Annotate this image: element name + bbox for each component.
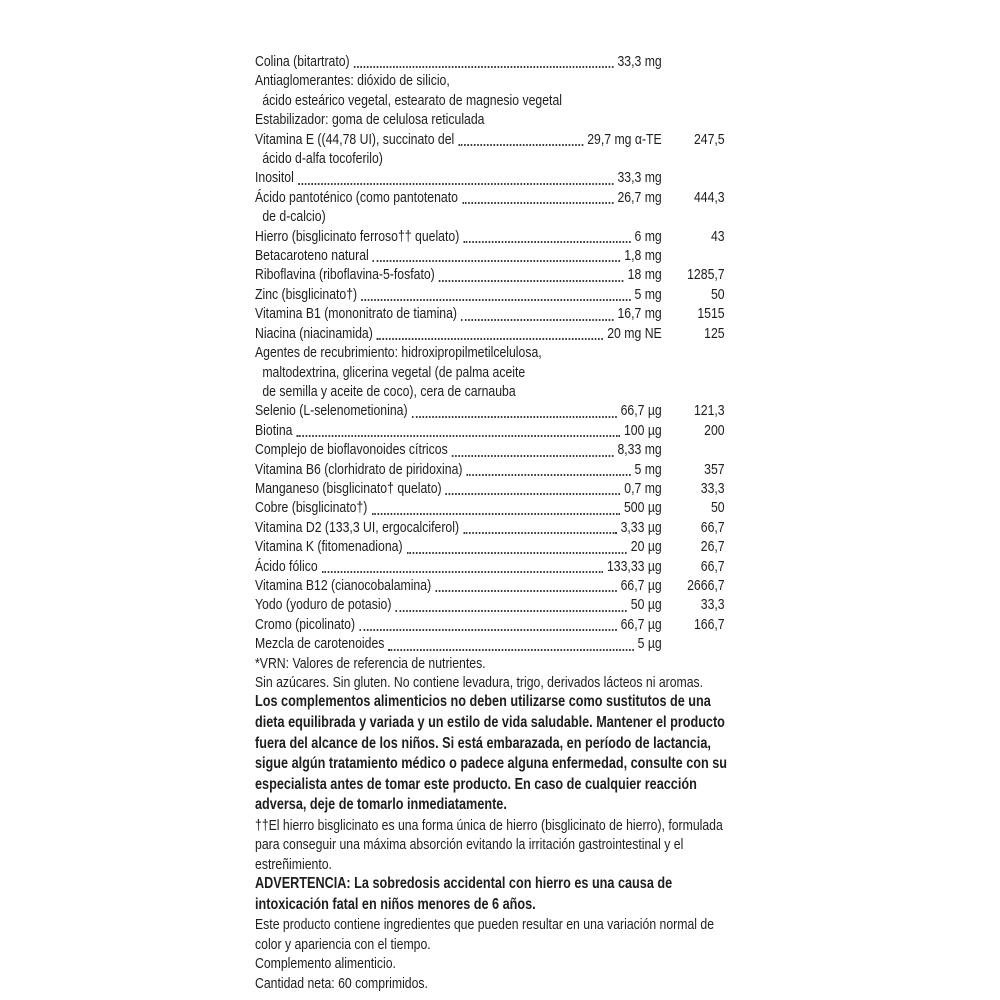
nutrient-vrn-percent: 121,3 bbox=[693, 402, 725, 420]
nutrient-row bbox=[255, 557, 745, 576]
nutrient-row bbox=[255, 265, 745, 284]
nutrient-row bbox=[255, 537, 745, 556]
nutrient-row bbox=[255, 285, 745, 304]
leader-dots bbox=[297, 435, 620, 437]
nutrient-name: Niacina (niacinamida) bbox=[255, 324, 373, 342]
ingredient-text-line: ácido d-alfa tocoferilo) bbox=[262, 150, 383, 168]
nutrient-amount: 5 µg bbox=[637, 635, 662, 653]
ingredient-text-line: Antiaglomerantes: dióxido de silicio, bbox=[255, 72, 450, 90]
leader-dots bbox=[373, 260, 620, 262]
footnote-paragraph: Sin azúcares. Sin gluten. No contiene levadura, trigo, derivados lácteos ni aromas. bbox=[255, 674, 704, 691]
leader-dots bbox=[452, 455, 614, 457]
nutrient-row bbox=[255, 324, 745, 343]
nutrient-amount: 20 µg bbox=[630, 538, 662, 556]
nutrient-amount: 50 µg bbox=[630, 596, 662, 614]
leader-dots bbox=[354, 66, 614, 68]
nutrient-row bbox=[255, 304, 745, 323]
nutrient-vrn-percent: 50 bbox=[710, 499, 725, 517]
nutrient-amount: 3,33 µg bbox=[620, 518, 662, 536]
nutrient-name: Selenio (L-selenometionina) bbox=[255, 402, 408, 420]
leader-dots bbox=[377, 338, 603, 340]
nutrient-amount: 133,33 µg bbox=[606, 557, 662, 575]
nutrient-amount: 66,7 µg bbox=[620, 402, 662, 420]
leader-dots bbox=[446, 493, 620, 495]
footnote-paragraph: Complemento alimenticio. bbox=[255, 955, 396, 973]
leader-dots bbox=[371, 513, 619, 515]
nutrient-row bbox=[255, 576, 745, 595]
leader-dots bbox=[396, 610, 627, 612]
leader-dots bbox=[458, 144, 583, 146]
nutrient-amount: 33,3 mg bbox=[617, 169, 662, 187]
nutrient-name: Mezcla de carotenoides bbox=[255, 635, 385, 653]
leader-dots bbox=[461, 319, 613, 321]
nutrient-amount: 5 mg bbox=[634, 285, 662, 303]
footnote-paragraph: *VRN: Valores de referencia de nutrientes. bbox=[255, 654, 486, 672]
leader-dots bbox=[467, 474, 631, 476]
leader-dots bbox=[462, 202, 613, 204]
nutrient-name: Complejo de bioflavonoides cítricos bbox=[255, 441, 448, 459]
nutrient-name: Vitamina B6 (clorhidrato de piridoxina) bbox=[255, 460, 463, 478]
ingredient-text-line: de d-calcio) bbox=[262, 208, 326, 226]
footnote-paragraph: Este producto contiene ingredientes que pueden resultar en una variación normal de color y apariencia con el tiempo. bbox=[255, 916, 715, 953]
nutrient-name: Vitamina D2 (133,3 UI, ergocalciferol) bbox=[255, 518, 460, 536]
nutrient-row bbox=[255, 52, 745, 71]
ingredient-text-line: maltodextrina, glicerina vegetal (de palma aceite bbox=[262, 363, 526, 381]
nutrient-name: Riboflavina (riboflavina-5-fosfato) bbox=[255, 266, 435, 284]
nutrient-row bbox=[255, 634, 745, 653]
nutrient-vrn-percent: 125 bbox=[704, 324, 725, 342]
nutrient-name: Zinc (bisglicinato†) bbox=[255, 285, 358, 303]
nutrient-vrn-percent: 166,7 bbox=[693, 615, 725, 633]
nutrient-row bbox=[255, 401, 745, 420]
nutrient-name: Vitamina B1 (mononitrato de tiamina) bbox=[255, 305, 458, 323]
nutrient-name: Cromo (picolinato) bbox=[255, 615, 356, 633]
footnote-paragraph: Cantidad neta: 60 comprimidos. bbox=[255, 974, 428, 992]
nutrient-amount: 26,7 mg bbox=[617, 188, 662, 206]
leader-dots bbox=[412, 416, 617, 418]
nutrient-vrn-percent: 66,7 bbox=[700, 557, 725, 575]
nutrient-amount: 20 mg NE bbox=[607, 324, 662, 342]
nutrient-vrn-percent: 26,7 bbox=[700, 538, 725, 556]
leader-dots bbox=[388, 649, 633, 651]
nutrient-row bbox=[255, 595, 745, 614]
label-panel bbox=[255, 52, 745, 993]
nutrient-row bbox=[255, 168, 745, 187]
nutrient-amount: 6 mg bbox=[634, 227, 662, 245]
warning-paragraph: Los complementos alimenticios no deben utilizarse como sustitutos de una dieta equilibrada y variada y un estilo de vida saludable. Mantener el producto fuera del alcance de los niños. Si está embarazada, en período de lactancia, sigue algún tratamiento médico o padece alguna enfermedad, consulte con su especialista antes de tomar este producto. En caso de cualquier reacción adversa, deje de tomarlo inmediatamente. bbox=[255, 693, 728, 814]
nutrient-vrn-percent: 1285,7 bbox=[687, 266, 725, 284]
nutrient-amount: 0,7 mg bbox=[624, 479, 662, 497]
nutrient-vrn-percent: 1515 bbox=[697, 305, 725, 323]
nutrient-amount: 66,7 µg bbox=[620, 615, 662, 633]
leader-dots bbox=[439, 280, 624, 282]
leader-dots bbox=[435, 590, 616, 592]
nutrient-vrn-percent: 444,3 bbox=[693, 188, 725, 206]
footnote-paragraph: ††El hierro bisglicinato es una forma única de hierro (bisglicinato de hierro), formulada para conseguir una máxima absorción evitando la irritación gastrointestinal y el estreñimiento. bbox=[255, 816, 723, 873]
nutrient-amount: 1,8 mg bbox=[624, 247, 662, 265]
nutrient-name: Biotina bbox=[255, 421, 293, 439]
nutrient-amount: 29,7 mg α-TE bbox=[587, 130, 662, 148]
nutrient-amount: 500 µg bbox=[623, 499, 662, 517]
nutrient-amount: 66,7 µg bbox=[620, 576, 662, 594]
nutrient-name: Yodo (yoduro de potasio) bbox=[255, 596, 392, 614]
nutrient-row bbox=[255, 518, 745, 537]
nutrient-name: Manganeso (bisglicinato† quelato) bbox=[255, 479, 442, 497]
ingredient-text-line: Agentes de recubrimiento: hidroxipropilmetilcelulosa, bbox=[255, 344, 542, 362]
ingredient-text-line: Estabilizador: goma de celulosa reticulada bbox=[255, 111, 485, 129]
nutrient-table bbox=[255, 52, 745, 654]
nutrient-vrn-percent: 33,3 bbox=[700, 479, 725, 497]
nutrient-name: Ácido fólico bbox=[255, 557, 318, 575]
nutrient-amount: 33,3 mg bbox=[617, 53, 662, 70]
leader-dots bbox=[407, 552, 627, 554]
nutrient-name: Ácido pantoténico (como pantotenato bbox=[255, 188, 458, 206]
leader-dots bbox=[298, 183, 613, 185]
leader-dots bbox=[359, 629, 616, 631]
nutrient-name: Vitamina K (fitomenadiona) bbox=[255, 538, 403, 556]
nutrient-row bbox=[255, 188, 745, 207]
nutrient-name: Vitamina B12 (cianocobalamina) bbox=[255, 576, 432, 594]
nutrient-row bbox=[255, 421, 745, 440]
warning-paragraph: ADVERTENCIA: La sobredosis accidental con hierro es una causa de intoxicación fatal en niños menores de 6 años. bbox=[255, 875, 673, 913]
nutrient-vrn-percent: 43 bbox=[710, 227, 725, 245]
ingredient-text-line: ácido esteárico vegetal, estearato de magnesio vegetal bbox=[262, 91, 563, 109]
nutrient-amount: 100 µg bbox=[623, 421, 662, 439]
nutrient-row bbox=[255, 460, 745, 479]
leader-dots bbox=[463, 532, 616, 534]
nutrient-name: Vitamina E ((44,78 UI), succinato del bbox=[255, 130, 455, 148]
nutrient-row bbox=[255, 498, 745, 517]
nutrient-vrn-percent: 247,5 bbox=[693, 130, 725, 148]
nutrient-row bbox=[255, 479, 745, 498]
nutrient-name: Inositol bbox=[255, 169, 294, 187]
nutrient-row bbox=[255, 440, 745, 459]
nutrient-vrn-percent: 66,7 bbox=[700, 518, 725, 536]
nutrient-name: Cobre (bisglicinato†) bbox=[255, 499, 368, 517]
nutrient-amount: 5 mg bbox=[634, 460, 662, 478]
footnote-paragraphs bbox=[255, 654, 745, 993]
leader-dots bbox=[361, 299, 630, 301]
nutrient-row bbox=[255, 615, 745, 634]
nutrient-amount: 8,33 mg bbox=[617, 441, 662, 459]
nutrient-name: Betacaroteno natural bbox=[255, 247, 369, 265]
nutrient-row bbox=[255, 227, 745, 246]
nutrient-vrn-percent: 357 bbox=[704, 460, 725, 478]
ingredient-text-line: de semilla y aceite de coco), cera de carnauba bbox=[262, 382, 516, 400]
nutrient-vrn-percent: 50 bbox=[710, 285, 725, 303]
nutrient-amount: 16,7 mg bbox=[617, 305, 662, 323]
nutrient-name: Colina (bitartrato) bbox=[255, 53, 350, 70]
nutrient-row bbox=[255, 246, 745, 265]
nutrient-name: Hierro (bisglicinato ferroso†† quelato) bbox=[255, 227, 460, 245]
nutrient-vrn-percent: 33,3 bbox=[700, 596, 725, 614]
leader-dots bbox=[322, 571, 603, 573]
leader-dots bbox=[463, 241, 630, 243]
nutrient-vrn-percent: 200 bbox=[704, 421, 725, 439]
nutrient-row bbox=[255, 130, 745, 149]
nutrient-amount: 18 mg bbox=[627, 266, 662, 284]
nutrient-vrn-percent: 2666,7 bbox=[687, 576, 725, 594]
